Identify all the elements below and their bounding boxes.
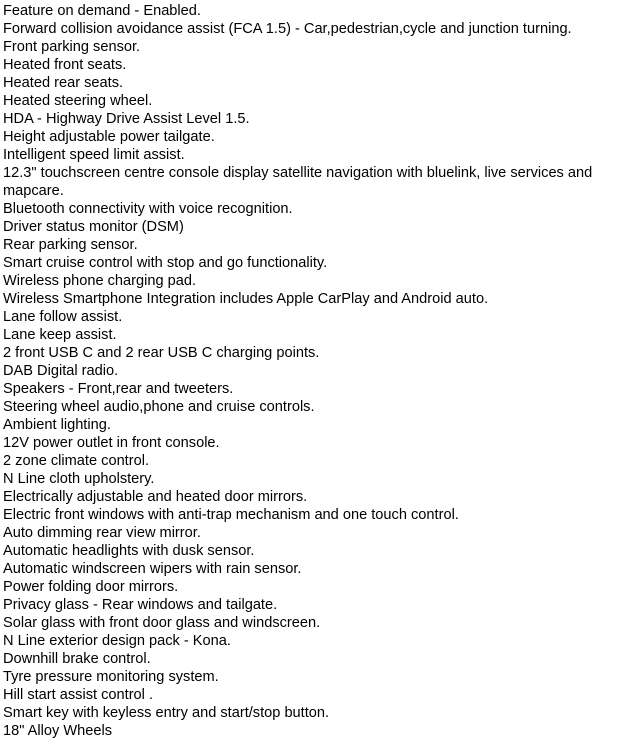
feature-item: Wireless Smartphone Integration includes Apple CarPlay and Android auto. [3, 291, 489, 307]
feature-item: N Line cloth upholstery. [3, 471, 155, 487]
feature-item: Steering wheel audio,phone and cruise controls. [3, 399, 315, 415]
feature-item: Solar glass with front door glass and windscreen. [3, 615, 321, 631]
feature-item: 12.3" touchscreen centre console display satellite navigation with bluelink, live services and mapcare. [3, 165, 593, 199]
feature-item: Bluetooth connectivity with voice recognition. [3, 201, 293, 217]
feature-item: Lane keep assist. [3, 327, 117, 343]
feature-item: Lane follow assist. [3, 309, 123, 325]
feature-item: Hill start assist control . [3, 687, 154, 703]
feature-item: Auto dimming rear view mirror. [3, 525, 201, 541]
feature-item: Heated front seats. [3, 57, 127, 73]
feature-item: N Line exterior design pack - Kona. [3, 633, 231, 649]
feature-item: Electrically adjustable and heated door mirrors. [3, 489, 308, 505]
feature-item: Automatic headlights with dusk sensor. [3, 543, 255, 559]
feature-item: 2 zone climate control. [3, 453, 150, 469]
feature-item: Heated rear seats. [3, 75, 124, 91]
feature-item: Wireless phone charging pad. [3, 273, 197, 289]
feature-item: Front parking sensor. [3, 39, 141, 55]
feature-item: Speakers - Front,rear and tweeters. [3, 381, 234, 397]
feature-item: Heated steering wheel. [3, 93, 153, 109]
feature-item: Smart cruise control with stop and go functionality. [3, 255, 328, 271]
feature-item: Feature on demand - Enabled. [3, 3, 201, 19]
feature-item: Intelligent speed limit assist. [3, 147, 185, 163]
feature-item: DAB Digital radio. [3, 363, 119, 379]
feature-item: Automatic windscreen wipers with rain sensor. [3, 561, 302, 577]
feature-item: Tyre pressure monitoring system. [3, 669, 219, 685]
feature-item: 2 front USB C and 2 rear USB C charging points. [3, 345, 320, 361]
feature-item: Forward collision avoidance assist (FCA 1.5) - Car,pedestrian,cycle and junction turning. [3, 21, 572, 37]
feature-item: Privacy glass - Rear windows and tailgate. [3, 597, 278, 613]
feature-item: Smart key with keyless entry and start/stop button. [3, 705, 330, 721]
feature-item: Power folding door mirrors. [3, 579, 179, 595]
feature-item: 18" Alloy Wheels [3, 723, 113, 739]
feature-item: Height adjustable power tailgate. [3, 129, 215, 145]
feature-item: Ambient lighting. [3, 417, 111, 433]
feature-item: Rear parking sensor. [3, 237, 138, 253]
feature-item: 12V power outlet in front console. [3, 435, 220, 451]
feature-item: Electric front windows with anti-trap mechanism and one touch control. [3, 507, 459, 523]
feature-item: Driver status monitor (DSM) [3, 219, 184, 235]
feature-item: HDA - Highway Drive Assist Level 1.5. [3, 111, 250, 127]
feature-item: Downhill brake control. [3, 651, 151, 667]
